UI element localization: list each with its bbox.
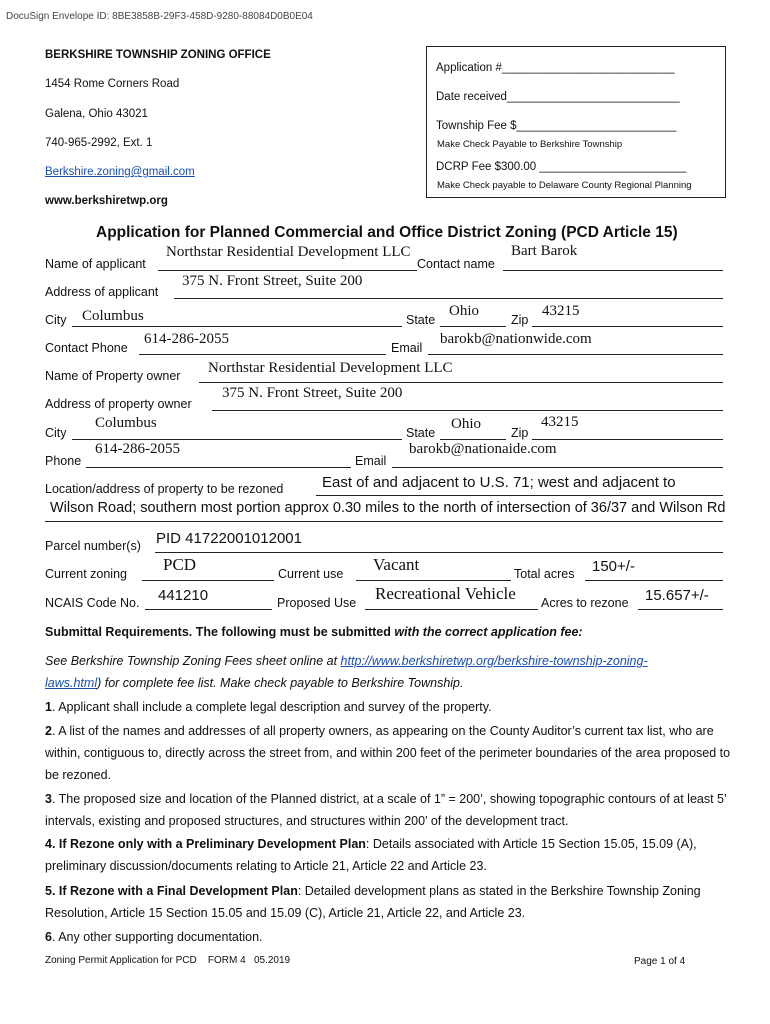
owner-phone-label: Phone	[45, 454, 82, 468]
requirement-item-3	[45, 788, 735, 832]
office-website: www.berkshiretwp.org	[45, 195, 168, 207]
application-number-field[interactable]: Application #___________________________	[436, 62, 675, 74]
current-use-line	[356, 580, 511, 581]
date-received-field[interactable]: Date received___________________________	[436, 91, 680, 103]
current-zoning-value[interactable]: PCD	[163, 555, 197, 574]
office-address-line1: 1454 Rome Corners Road	[45, 78, 180, 90]
requirement-text: . A list of the names and addresses of all property owners, as appearing on the County Auditor’s current tax list, who are within, contiguous to, directly across the street from, and within 200 feet of the perimeter boundaries of the area proposed to be rezoned.	[45, 724, 731, 782]
owner-city-value[interactable]: Columbus	[95, 415, 157, 431]
proposed-use-label: Proposed Use	[277, 596, 357, 610]
current-zoning-line	[142, 580, 274, 581]
location-label: Location/address of property to be rezoned	[45, 482, 284, 496]
township-fee-field[interactable]: Township Fee $_________________________	[436, 120, 677, 132]
requirement-item-2	[45, 720, 735, 786]
proposed-use-value[interactable]: Recreational Vehicle	[375, 584, 516, 603]
city-label: City	[45, 313, 67, 327]
office-address-line2: Galena, Ohio 43021	[45, 108, 148, 120]
total-acres-value[interactable]: 150+/-	[592, 558, 635, 575]
current-use-value[interactable]: Vacant	[373, 555, 420, 574]
city-line	[72, 326, 402, 327]
owner-address-value[interactable]: 375 N. Front Street, Suite 200	[222, 385, 403, 401]
owner-address-line	[212, 410, 723, 411]
applicant-city-value[interactable]: Columbus	[82, 308, 144, 324]
property-owner-line	[199, 382, 723, 383]
applicant-zip-value[interactable]: 43215	[542, 303, 580, 319]
owner-city-label: City	[45, 426, 67, 440]
dcrp-fee-field[interactable]: DCRP Fee $300.00 _______________________	[436, 161, 687, 173]
contact-name-value[interactable]: Bart Barok	[511, 243, 578, 259]
fee-sheet-link[interactable]: http://www.berkshiretwp.org/berkshire-township-zoning-	[340, 654, 648, 668]
requirement-text: : Details associated with Article 15 Section 15.05, 15.09 (A), preliminary discussion/documents relating to Article 21, Article 22 and Article 23.	[45, 837, 697, 873]
owner-address-label: Address of property owner	[45, 397, 192, 411]
applicant-state-value[interactable]: Ohio	[449, 303, 479, 319]
owner-city-line	[72, 439, 402, 440]
office-name: BERKSHIRE TOWNSHIP ZONING OFFICE	[45, 49, 271, 61]
township-fee-note: Make Check Payable to Berkshire Township	[437, 139, 623, 150]
requirement-bold-text: . If Rezone with a Final Development Plan	[51, 884, 298, 898]
location-line-2	[45, 521, 723, 522]
office-email-link[interactable]: Berkshire.zoning@gmail.com	[45, 166, 195, 178]
zip-label: Zip	[511, 313, 529, 327]
requirement-text: : Detailed development plans as stated in the Berkshire Township Zoning Resolution, Article 15 Section 15.05 and 15.09 (C), Article 21, Article 22, and Article 23.	[45, 884, 701, 920]
footer-page-number: Page 1 of 4	[634, 956, 686, 967]
state-line	[440, 326, 506, 327]
owner-state-value[interactable]: Ohio	[451, 416, 481, 432]
requirement-item-5	[45, 880, 735, 924]
requirement-text: . Any other supporting documentation.	[51, 930, 263, 944]
owner-zip-line	[532, 439, 723, 440]
owner-email-line	[392, 467, 723, 468]
requirement-item-4	[45, 833, 735, 877]
location-value-line2[interactable]: Wilson Road; southern most portion approx 0.30 miles to the north of intersection of 36/37 and Wilson Rd	[50, 500, 726, 516]
acres-to-rezone-line	[638, 609, 723, 610]
requirement-bold-text: . If Rezone only with a Preliminary Development Plan	[51, 837, 366, 851]
requirement-number: 5	[45, 884, 52, 898]
requirement-number: 3	[45, 792, 52, 806]
docusign-envelope-id: DocuSign Envelope ID: 8BE3858B-29F3-458D-9280-88084D0B0E04	[6, 11, 313, 22]
contact-phone-label: Contact Phone	[45, 341, 128, 355]
submittal-requirements-heading	[45, 621, 735, 643]
owner-email-value[interactable]: barokb@nationaide.com	[409, 441, 557, 457]
address-of-applicant-label: Address of applicant	[45, 285, 159, 299]
owner-state-label: State	[406, 426, 436, 440]
requirements-heading-bold: Submittal Requirements	[45, 625, 189, 639]
requirement-item-1	[45, 696, 735, 718]
form-title: Application for Planned Commercial and Office District Zoning (PCD Article 15)	[96, 224, 678, 241]
dcrp-fee-note: Make Check payable to Delaware County Regional Planning	[437, 180, 692, 191]
applicant-address-value[interactable]: 375 N. Front Street, Suite 200	[182, 273, 363, 289]
fee-sheet-link-continued[interactable]: laws.html	[45, 676, 98, 690]
owner-zip-value[interactable]: 43215	[541, 414, 579, 430]
ncais-line	[145, 609, 272, 610]
owner-phone-line	[86, 467, 351, 468]
fee-sheet-prefix: See Berkshire Township Zoning Fees sheet online at	[45, 654, 341, 668]
email-label: Email	[391, 341, 423, 355]
parcel-line	[155, 552, 723, 553]
owner-state-line	[440, 439, 506, 440]
state-label: State	[406, 313, 436, 327]
ncais-label: NCAIS Code No.	[45, 596, 140, 610]
parcel-label: Parcel number(s)	[45, 539, 141, 553]
email-line	[428, 354, 723, 355]
footer-form-info: Zoning Permit Application for PCD FORM 4 05.2019	[45, 955, 291, 966]
acres-to-rezone-label: Acres to rezone	[541, 596, 629, 610]
parcel-value[interactable]: PID 41722001012001	[156, 530, 302, 547]
requirement-number: 6	[45, 930, 52, 944]
requirement-text: . The proposed size and location of the Planned district, at a scale of 1” = 200’, showing topographic contours of at least 5’ intervals, existing and proposed structures, and structures within 200’ of the development tract.	[45, 792, 727, 828]
location-line-1	[316, 495, 723, 496]
requirement-text: . Applicant shall include a complete legal description and survey of the property.	[51, 700, 492, 714]
contact-name-line	[503, 270, 723, 271]
proposed-use-line	[365, 609, 538, 610]
name-of-applicant-line	[158, 270, 417, 271]
requirements-heading-italic: with the correct application fee:	[394, 625, 583, 639]
total-acres-label: Total acres	[514, 567, 575, 581]
owner-name-value[interactable]: Northstar Residential Development LLC	[208, 360, 453, 376]
property-owner-label: Name of Property owner	[45, 369, 181, 383]
location-value-line1[interactable]: East of and adjacent to U.S. 71; west and adjacent to	[322, 474, 676, 491]
applicant-name-value[interactable]: Northstar Residential Development LLC	[166, 244, 411, 260]
ncais-value[interactable]: 441210	[158, 587, 209, 604]
fee-sheet-suffix: ) for complete fee list. Make check payable to Berkshire Township.	[97, 676, 464, 690]
requirement-item-6	[45, 926, 735, 948]
fee-sheet-note	[45, 650, 735, 694]
owner-zip-label: Zip	[511, 426, 529, 440]
contact-phone-line	[139, 354, 386, 355]
contact-email-value[interactable]: barokb@nationwide.com	[440, 331, 592, 347]
acres-to-rezone-value[interactable]: 15.657+/-	[645, 587, 709, 604]
office-phone: 740-965-2992, Ext. 1	[45, 137, 153, 149]
requirement-number: 2	[45, 724, 52, 738]
name-of-applicant-label: Name of applicant	[45, 257, 146, 271]
address-of-applicant-line	[174, 298, 723, 299]
requirement-number: 1	[45, 700, 52, 714]
requirement-number: 4	[45, 837, 52, 851]
owner-email-label: Email	[355, 454, 387, 468]
current-zoning-label: Current zoning	[45, 567, 127, 581]
owner-phone-value[interactable]: 614-286-2055	[95, 441, 180, 457]
requirements-heading-text: . The following must be submitted	[188, 625, 395, 639]
zip-line	[532, 326, 723, 327]
contact-name-label: Contact name	[417, 257, 495, 271]
total-acres-line	[585, 580, 723, 581]
contact-phone-value[interactable]: 614-286-2055	[144, 331, 229, 347]
current-use-label: Current use	[278, 567, 344, 581]
